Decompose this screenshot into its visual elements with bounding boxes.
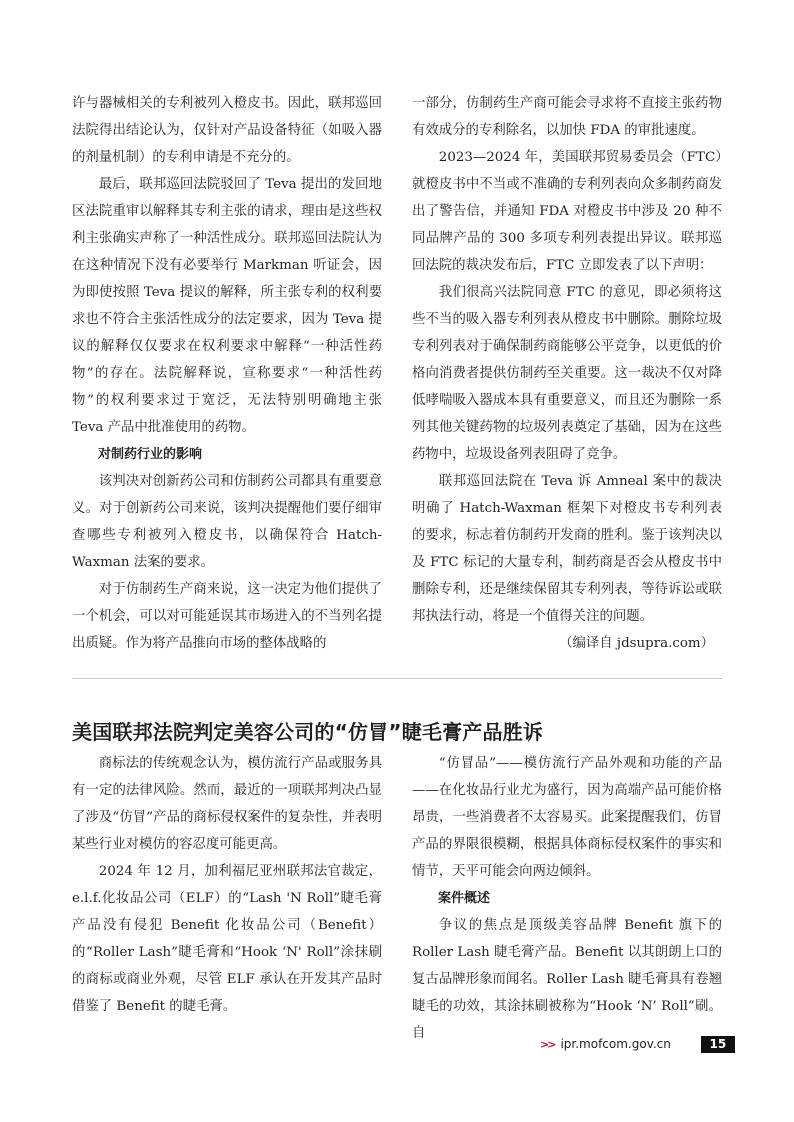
column-3 (72, 750, 382, 1020)
paragraph: 最后，联邦巡回法院驳回了 Teva 提出的发回地区法院重审以解释其专利主张的请求，理由是这些权利主张确实声称了一种活性成分。联邦巡回法院认为在这种情况下没有必要举行 Markman 听证会，因为即使按照 Teva 提议的解释，所主张专利的权利要求也不符合主张活性成分的法定要求，因为 Teva 提议的解释仅仅要求在权利要求中解释“一种活性药物”的存在。法院解释说，宣称要求“一种活性药物”的权利要求过于宽泛，无法特别明确地主张 Teva 产品中批准使用的药物。 (72, 177, 382, 435)
article-title: 美国联邦法院判定美容公司的“仿冒”睫毛膏产品胜诉 (72, 720, 544, 744)
paragraph: 对于仿制药生产商来说，这一决定为他们提供了一个机会，可以对可能延误其市场进入的不当列名提出质疑。作为将产品推向市场的整体战略的 (72, 582, 382, 651)
paragraph: “仿冒品”——模仿流行产品外观和功能的产品——在化妆品行业尤为盛行，因为高端产品可能价格昂贵，一些消费者不太容易买。此案提醒我们，仿冒产品的界限很模糊，根据具体商标侵权案件的事实和情节，天平可能会向两边倾斜。 (412, 756, 722, 879)
paragraph: 争议的焦点是顶级美容品牌 Benefit 旗下的 Roller Lash 睫毛膏产品。Benefit 以其朗朗上口的复古品牌形象而闻名。Roller Lash 睫毛膏具有卷翘睫毛的功效，其涂抹刷被称为“Hook ‘N’ Roll”刷。自 (412, 918, 722, 1041)
source-note: （编译自 jdsupra.com） (559, 636, 714, 651)
paragraph: 2023—2024 年，美国联邦贸易委员会（FTC）就橙皮书中不当或不准确的专利列表向众多制药商发出了警告信，并通知 FDA 对橙皮书中涉及 20 种不同品牌产品的 300 多项专利列表提出异议。联邦巡回法院的裁决发布后，FTC 立即发表了以下声明： (412, 150, 722, 273)
paragraph: 商标法的传统观念认为，模仿流行产品或服务具有一定的法律风险。然而，最近的一项联邦判决凸显了涉及“仿冒”产品的商标侵权案件的复杂性，并表明某些行业对模仿的容忍度可能更高。 (72, 756, 382, 852)
footer-site-link[interactable]: ipr.mofcom.gov.cn (560, 1037, 671, 1051)
double-chevron-icon: >> (540, 1037, 555, 1051)
paragraph: 2024 年 12 月，加利福尼亚州联邦法官裁定，e.l.f.化妆品公司（ELF）的“Lash 'N Roll”睫毛膏产品没有侵犯 Benefit 化妆品公司（Benefit）的“Roller Lash”睫毛膏和“Hook ‘N' Roll”涂抹刷的商标或商业外观，尽管 ELF 承认在开发其产品时借鉴了 Benefit 的睫毛膏。 (72, 864, 382, 1014)
page-footer (540, 1035, 735, 1053)
paragraph: 许与器械相关的专利被列入橙皮书。因此，联邦巡回法院得出结论认为，仅针对产品设备特征（如吸入器的剂量机制）的专利申请是不充分的。 (72, 96, 382, 165)
column-2 (412, 90, 722, 657)
paragraph: 联邦巡回法院在 Teva 诉 Amneal 案中的裁决明确了 Hatch-Waxman 框架下对橙皮书专利列表的要求，标志着仿制药开发商的胜利。鉴于该判决以及 FTC 标记的大量专利，制药商是否会从橙皮书中删除专利，还是继续保留其专利列表，等待诉讼或联邦执法行动，将是一个值得关注的问题。 (412, 474, 722, 624)
section-heading: 案件概述 (438, 891, 491, 906)
section-heading: 对制药行业的影响 (98, 447, 203, 462)
article-divider (72, 678, 722, 679)
column-4 (412, 750, 722, 1047)
column-1 (72, 90, 382, 657)
paragraph: 该判决对创新药公司和仿制药公司都具有重要意义。对于创新药公司来说，该判决提醒他们要仔细审查哪些专利被列入橙皮书，以确保符合 Hatch-Waxman 法案的要求。 (72, 474, 382, 570)
page-number: 15 (701, 1036, 735, 1053)
quote-paragraph: 我们很高兴法院同意 FTC 的意见，即必须将这些不当的吸入器专利列表从橙皮书中删除。删除垃圾专利列表对于确保制药商能够公平竞争，以更低的价格向消费者提供仿制药至关重要。这一裁决不仅对降低哮喘吸入器成本具有重要意义，而且还为删除一系列其他关键药物的垃圾列表奠定了基础，因为在这些药物中，垃圾设备列表阻碍了竞争。 (412, 285, 722, 462)
paragraph: 一部分，仿制药生产商可能会寻求将不直接主张药物有效成分的专利除名，以加快 FDA 的审批速度。 (412, 96, 722, 138)
